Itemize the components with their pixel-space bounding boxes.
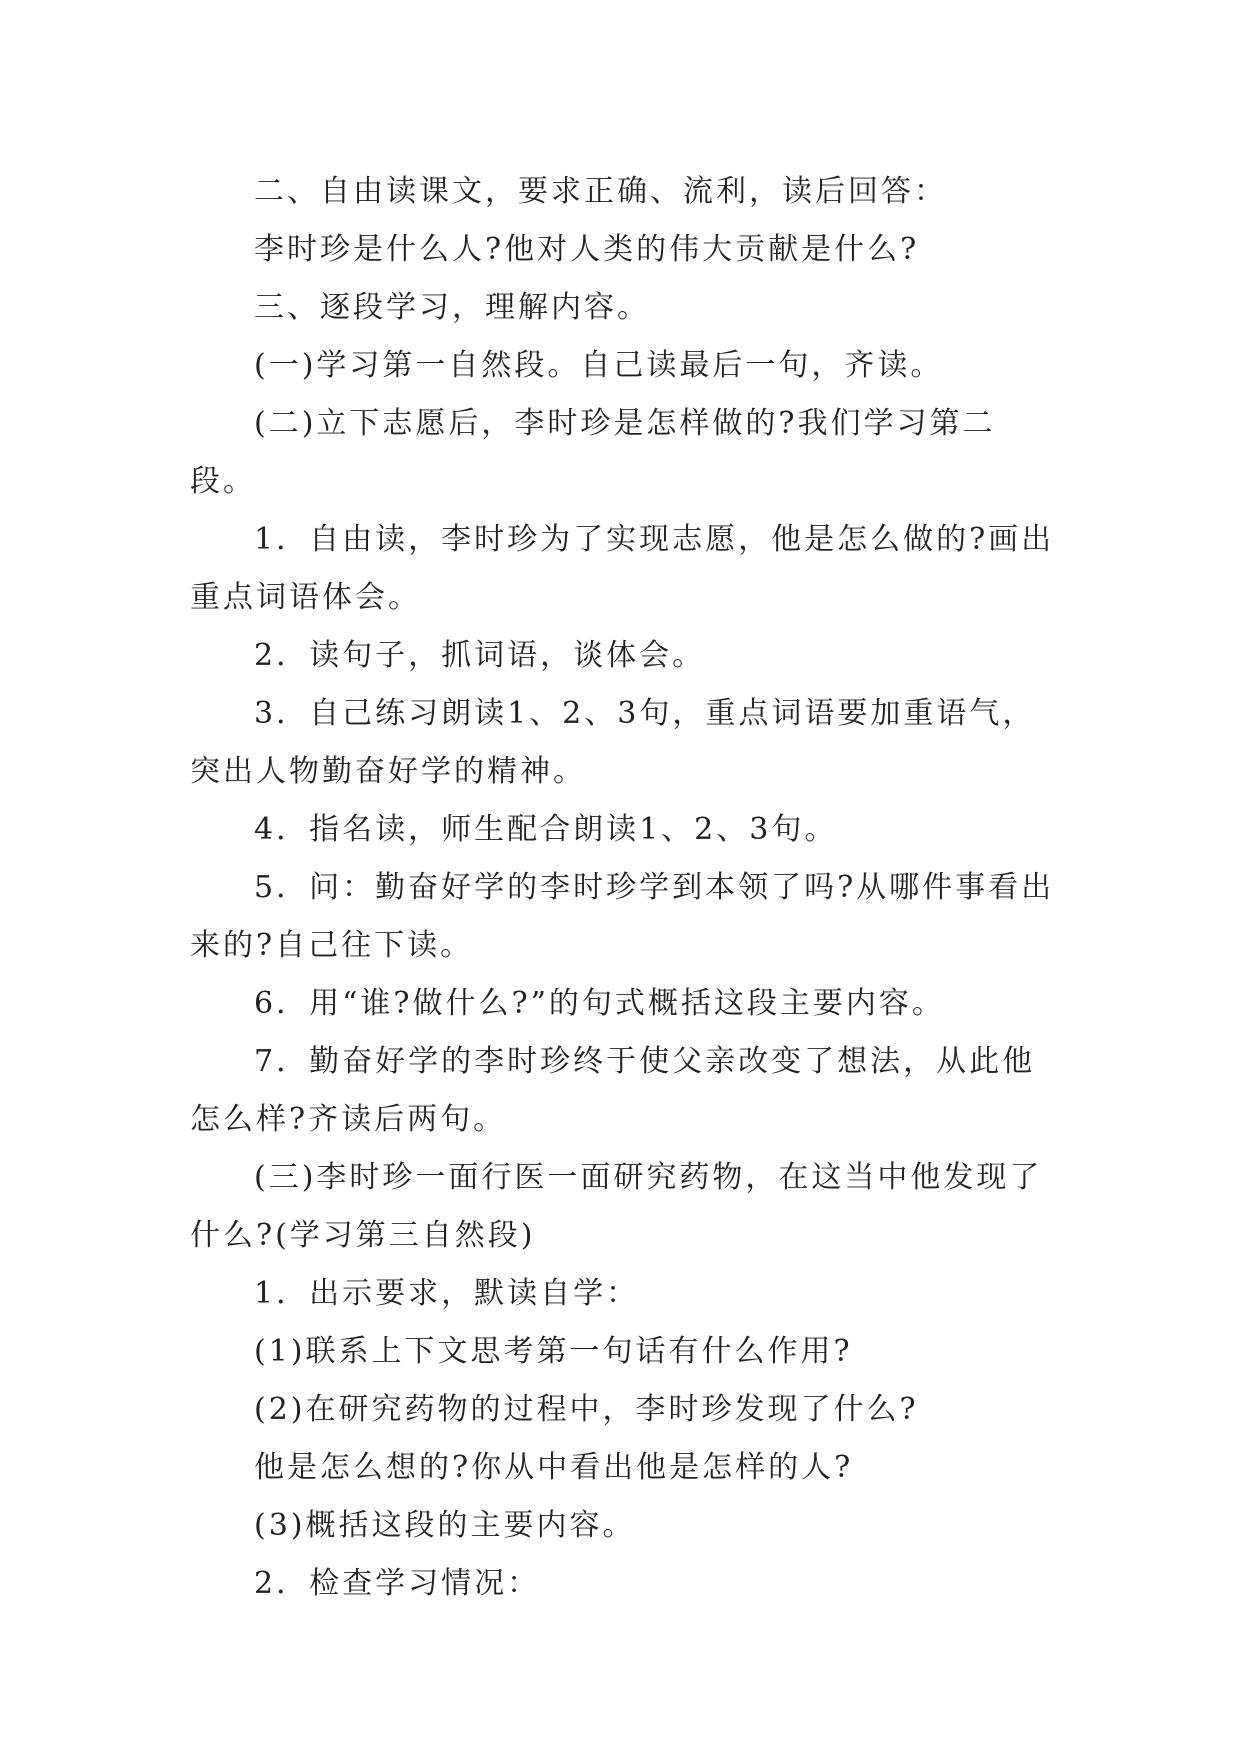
paragraph-14: 1．出示要求，默读自学： bbox=[254, 1276, 640, 1311]
document-body bbox=[190, 163, 1060, 1613]
paragraph-8: 3．自己练习朗读1、2、3句，重点词语要加重语气，突出人物勤奋好学的精神。 bbox=[190, 696, 1036, 789]
paragraph-2: 李时珍是什么人?他对人类的伟大贡献是什么? bbox=[254, 232, 920, 267]
paragraph-18: (3)概括这段的主要内容。 bbox=[254, 1508, 636, 1543]
paragraph-7: 2．读句子，抓词语，谈体会。 bbox=[254, 638, 706, 673]
paragraph-15: (1)联系上下文思考第一句话有什么作用? bbox=[254, 1334, 853, 1369]
paragraph-16: (2)在研究药物的过程中，李时珍发现了什么? bbox=[254, 1392, 919, 1427]
paragraph-17: 他是怎么想的?你从中看出他是怎样的人? bbox=[254, 1450, 854, 1485]
paragraph-1: 二、自由读课文，要求正确、流利，读后回答： bbox=[254, 174, 947, 209]
paragraph-11: 6．用“谁?做什么?”的句式概括这段主要内容。 bbox=[254, 986, 945, 1021]
paragraph-9: 4．指名读，师生配合朗读1、2、3句。 bbox=[254, 812, 838, 847]
paragraph-5: (二)立下志愿后，李时珍是怎样做的?我们学习第二段。 bbox=[190, 406, 996, 499]
paragraph-6: 1．自由读，李时珍为了实现志愿，他是怎么做的?画出重点词语体会。 bbox=[190, 522, 1055, 615]
paragraph-12: 7．勤奋好学的李时珍终于使父亲改变了想法，从此他怎么样?齐读后两句。 bbox=[190, 1044, 1036, 1137]
paragraph-10: 5．问：勤奋好学的李时珍学到本领了吗?从哪件事看出来的?自己往下读。 bbox=[190, 870, 1055, 963]
paragraph-4: (一)学习第一自然段。自己读最后一句，齐读。 bbox=[254, 348, 944, 383]
paragraph-13: (三)李时珍一面行医一面研究药物，在这当中他发现了什么?(学习第三自然段) bbox=[190, 1160, 1043, 1253]
paragraph-19: 2．检查学习情况： bbox=[254, 1566, 541, 1601]
paragraph-3: 三、逐段学习，理解内容。 bbox=[254, 290, 650, 325]
